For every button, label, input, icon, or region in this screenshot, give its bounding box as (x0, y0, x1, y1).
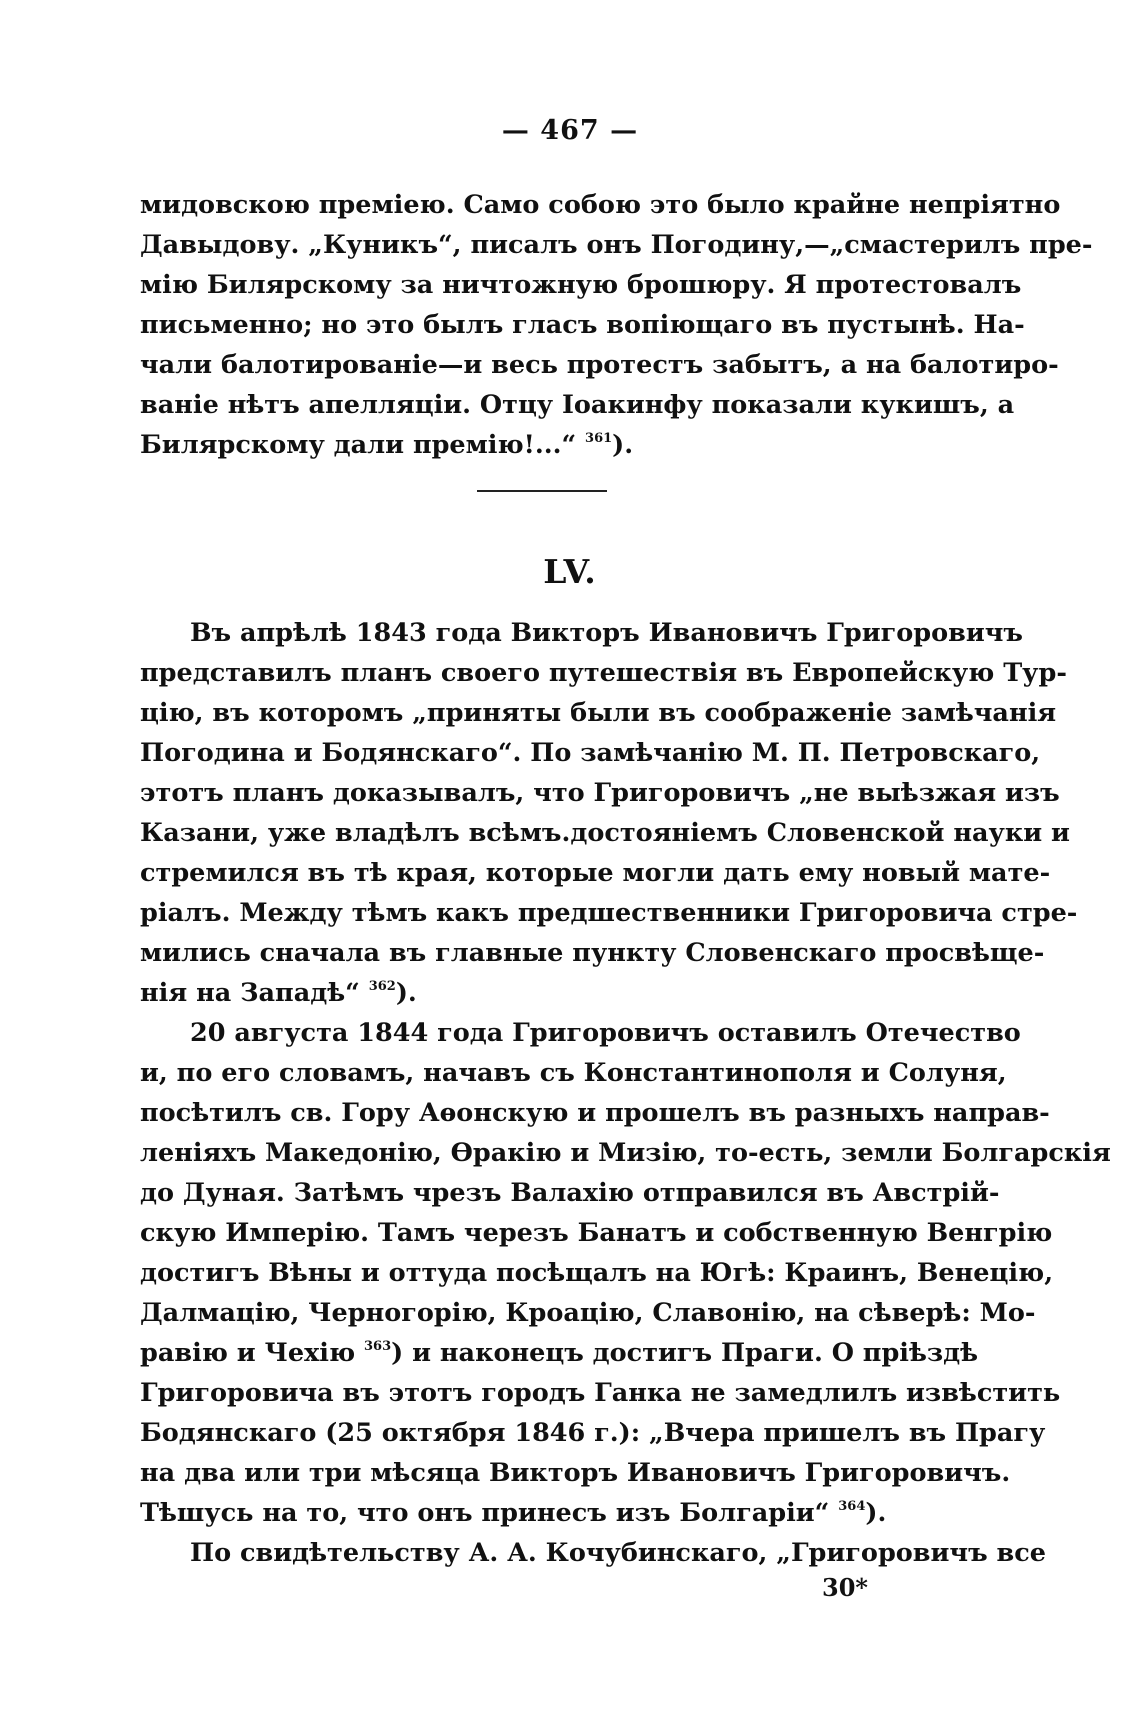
signature-mark: 30* (822, 1573, 868, 1602)
text-line: леніяхъ Македонію, Ѳракію и Мизію, то-есть, земли Болгарскія (140, 1138, 1111, 1168)
text-fragment: ). (612, 430, 634, 460)
text-fragment: равію и Чехію (140, 1338, 356, 1368)
text-line (140, 1493, 940, 1533)
text-line: и, по его словамъ, начавъ съ Константинополя и Солуня, (140, 1058, 1007, 1088)
text-line: чали балотированіе—и весь протестъ забытъ, а на балотиро- (140, 350, 1059, 380)
text-line: Въ апрѣлѣ 1843 года Викторъ Ивановичъ Григоровичъ (190, 618, 1023, 648)
text-fragment: Тѣшусь на то, что онъ принесъ изъ Болгаріи“ (140, 1498, 830, 1528)
text-line: Григоровича въ этотъ городъ Ганка не замедлилъ извѣстить (140, 1378, 1061, 1408)
text-line: до Дуная. Затѣмъ чрезъ Валахію отправился въ Австрій- (140, 1178, 1000, 1208)
text-fragment: ). (395, 978, 417, 1008)
page-number: — 467 — (501, 115, 639, 146)
text-line: Погодина и Бодянскаго“. По замѣчанію М. П. Петровскаго, (140, 738, 1041, 768)
text-fragment: ). (865, 1498, 887, 1528)
text-line: Далмацію, Черногорію, Кроацію, Славонію, на сѣверѣ: Мо- (140, 1298, 1036, 1328)
text-line: представилъ планъ своего путешествія въ Европейскую Тур- (140, 658, 1067, 688)
text-fragment: Билярскому дали премію!...“ (140, 430, 577, 460)
text-line: 20 августа 1844 года Григоровичъ оставилъ Отечество (190, 1018, 1021, 1048)
text-line (140, 1333, 979, 1373)
text-line: на два или три мѣсяца Викторъ Ивановичъ Григоровичъ. (140, 1458, 1011, 1488)
text-line: письменно; но это былъ гласъ вопіющаго въ пустынѣ. На- (140, 310, 1025, 340)
paragraph-continuation (140, 185, 1093, 465)
section-heading: LV. (543, 552, 597, 591)
text-line (140, 425, 940, 465)
text-line: мію Билярскому за ничтожную брошюру. Я протестовалъ (140, 270, 1022, 300)
text-line: Бодянскаго (25 октября 1846 г.): „Вчера пришелъ въ Прагу (140, 1418, 1046, 1448)
text-fragment: нія на Западѣ“ (140, 978, 360, 1008)
text-line: ваніе нѣтъ апелляціи. Отцу Іоакинфу показали кукишъ, а (140, 390, 1015, 420)
text-line: достигъ Вѣны и оттуда посѣщалъ на Югѣ: Краинъ, Венецію, (140, 1258, 1054, 1288)
text-line: Казани, уже владѣлъ всѣмъ.достояніемъ Словенской науки и (140, 818, 1070, 848)
section-separator-rule (477, 490, 607, 492)
text-line: цію, въ которомъ „приняты были въ соображеніе замѣчанія (140, 698, 1057, 728)
text-line: По свидѣтельству А. А. Кочубинскаго, „Григоровичъ все (190, 1538, 1046, 1568)
text-line: Давыдову. „Куникъ“, писалъ онъ Погодину,—„смастерилъ пре- (140, 230, 1093, 260)
text-line: скую Имперію. Тамъ черезъ Банатъ и собственную Венгрію (140, 1218, 1053, 1248)
section-body (140, 613, 1111, 1573)
text-line: посѣтилъ св. Гору Аѳонскую и прошелъ въ разныхъ направ- (140, 1098, 1050, 1128)
text-line: стремился въ тѣ края, которые могли дать ему новый мате- (140, 858, 1051, 888)
text-line: этотъ планъ доказывалъ, что Григоровичъ „не выѣзжая изъ (140, 778, 1060, 808)
text-line: мились сначала въ главные пункту Словенскаго просвѣще- (140, 938, 1045, 968)
footnote-reference: 363 (364, 1339, 392, 1354)
footnote-reference: 361 (585, 431, 613, 446)
text-line: ріалъ. Между тѣмъ какъ предшественники Григоровича стре- (140, 898, 1078, 928)
text-fragment: ) и наконецъ достигъ Праги. О пріѣздѣ (391, 1338, 979, 1368)
text-line: мидовскою преміею. Само собою это было крайне непріятно (140, 190, 1061, 220)
text-line (140, 973, 940, 1013)
footnote-reference: 362 (368, 979, 396, 994)
footnote-reference: 364 (838, 1499, 866, 1514)
